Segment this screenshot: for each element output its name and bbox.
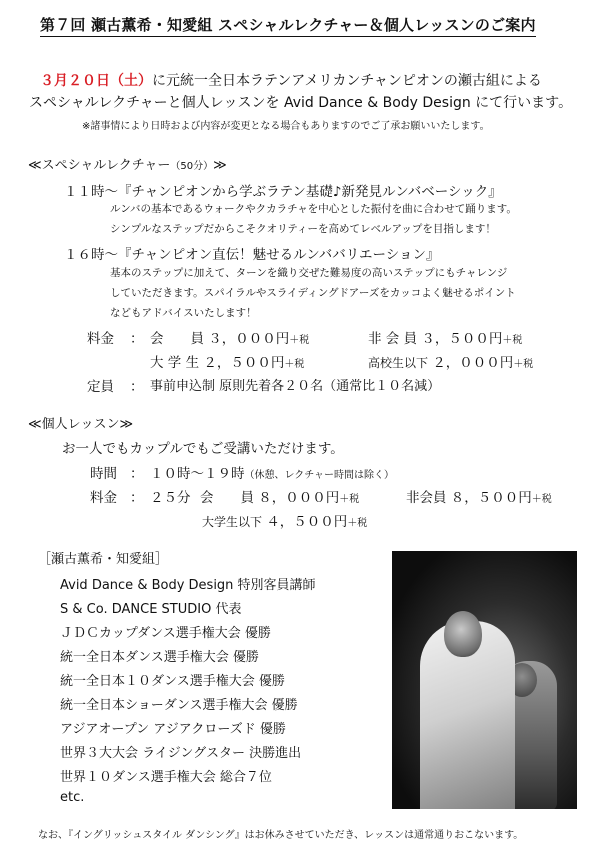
intro-line-2: スペシャルレクチャーと個人レッスンを Avid Dance & Body Design にて行います。 (29, 95, 573, 111)
profile-item: S & Co. DANCE STUDIO 代表 (60, 602, 242, 617)
private-student-price: ４，５００円 (266, 514, 348, 530)
lecture-heading-end: ≫ (213, 158, 227, 173)
private-time-note: （休憩、レクチャー時間は除く） (244, 470, 394, 481)
private-time-colon: ： (130, 466, 144, 482)
profile-item: 世界３大大会 ライジングスター 決勝進出 (60, 746, 302, 761)
private-fee-student (202, 510, 367, 530)
profile-item: アジアオープン アジアクローズド 優勝 (60, 722, 286, 737)
private-duration: ２５分 (150, 490, 191, 506)
private-fee-nonmember (406, 486, 552, 506)
change-notice: ※諸事情により日時および内容が変更となる場合もありますのでご了承お願いいたします。 (82, 121, 490, 132)
private-nonmember-label: 非会員 (406, 490, 447, 506)
lecture-fee-label: 料金 (87, 331, 114, 347)
fee-member-label: 会 員 (150, 331, 204, 347)
private-fee-colon: ： (130, 490, 144, 506)
capacity-label: 定員 (87, 379, 114, 395)
profile-item: etc. (60, 790, 85, 805)
capacity-text: 事前申込制 原則先着各２０名（通常比１０名減） (150, 379, 441, 394)
capacity-colon: ： (130, 379, 144, 395)
profile-item: 世界１０ダンス選手権大会 総合７位 (60, 770, 272, 785)
private-member-tax: ＋税 (339, 494, 360, 505)
private-description: お一人でもカップルでもご受講いただけます。 (62, 441, 344, 457)
profile-item: Avid Dance & Body Design 特別客員講師 (60, 578, 316, 593)
fee-nonmember-tax: ＋税 (502, 335, 523, 346)
private-time-label: 時間 (90, 466, 117, 482)
fee-highschool-tax: ＋税 (513, 359, 534, 370)
event-date: ３月２０日（土） (40, 73, 152, 89)
private-student-label: 大学生以下 (202, 515, 263, 529)
private-member-price: ８，０００円 (258, 490, 340, 506)
session-2-desc-1: 基本のステップに加えて、ターンを織り交ぜた難易度の高いステップにもチャレンジ (110, 267, 508, 279)
session-2-title: １６時～『チャンピオン直伝！魅せるルンババリエーション』 (64, 247, 440, 263)
dancers-photo (392, 551, 577, 809)
fee-student-label: 大 学 生 (150, 355, 200, 371)
page-title: 第７回 瀬古薫希・知愛組 スペシャルレクチャー＆個人レッスンのご案内 (40, 14, 536, 37)
private-nonmember-tax: ＋税 (531, 494, 552, 505)
private-time (150, 462, 394, 482)
private-member-label: 会 員 (200, 490, 254, 506)
profile-item: 統一全日本ダンス選手権大会 優勝 (60, 650, 259, 665)
fee-highschool-price: ２，０００円 (432, 355, 514, 371)
session-1-desc-2: シンプルなステップだからこそクオリティーを高めてレベルアップを目指します！ (110, 223, 496, 235)
footer-note: なお、『イングリッシュスタイル ダンシング』はお休みさせていただき、レッスンは通常通りおこないます。 (38, 830, 524, 841)
profile-item: 統一全日本１０ダンス選手権大会 優勝 (60, 674, 285, 689)
session-2-desc-2: していただきます。スパイラルやスライディングドアーズをカッコよく魅せるポイント (110, 287, 516, 299)
private-fee-label: 料金 (90, 490, 117, 506)
lecture-fee-nonmember (368, 327, 522, 347)
private-fee-member (200, 486, 359, 506)
intro-line-1 (40, 70, 542, 90)
lecture-fee-student (150, 351, 304, 371)
session-2-desc-3: などもアドバイスいたします！ (110, 307, 257, 319)
lecture-fee-highschool (368, 351, 533, 371)
private-student-tax: ＋税 (347, 518, 368, 529)
lecture-fee-colon: ： (130, 331, 144, 347)
fee-nonmember-price: ３，５００円 (421, 331, 503, 347)
fee-student-tax: ＋税 (284, 359, 305, 370)
fee-member-price: ３，０００円 (208, 331, 290, 347)
lecture-heading (28, 154, 227, 173)
fee-student-price: ２，５００円 (203, 355, 285, 371)
intro-line-1-text: に元統一全日本ラテンアメリカンチャンピオンの瀬古組による (152, 73, 542, 89)
profile-heading: ［瀬古薫希・知愛組］ (38, 552, 169, 567)
lecture-fee-member (150, 327, 309, 347)
fee-nonmember-label: 非 会 員 (368, 331, 418, 347)
session-1-desc-1: ルンバの基本であるウォークやクカラチャを中心とした振付を曲に合わせて踊ります。 (110, 203, 517, 215)
private-heading: ≪個人レッスン≫ (28, 417, 134, 432)
dancer-lead-head (444, 611, 482, 657)
fee-highschool-label: 高校生以下 (368, 356, 429, 370)
lecture-duration: （50分） (170, 161, 214, 172)
private-nonmember-price: ８，５００円 (450, 490, 532, 506)
private-time-range: １０時～１９時 (150, 466, 245, 482)
fee-member-tax: ＋税 (289, 335, 310, 346)
session-1-title: １１時～『チャンピオンから学ぶラテン基礎♪新発見ルンバベーシック』 (64, 184, 502, 200)
lecture-heading-text: ≪スペシャルレクチャー (28, 158, 171, 173)
profile-item: ＪＤＣカップダンス選手権大会 優勝 (60, 626, 271, 641)
profile-item: 統一全日本ショーダンス選手権大会 優勝 (60, 698, 298, 713)
